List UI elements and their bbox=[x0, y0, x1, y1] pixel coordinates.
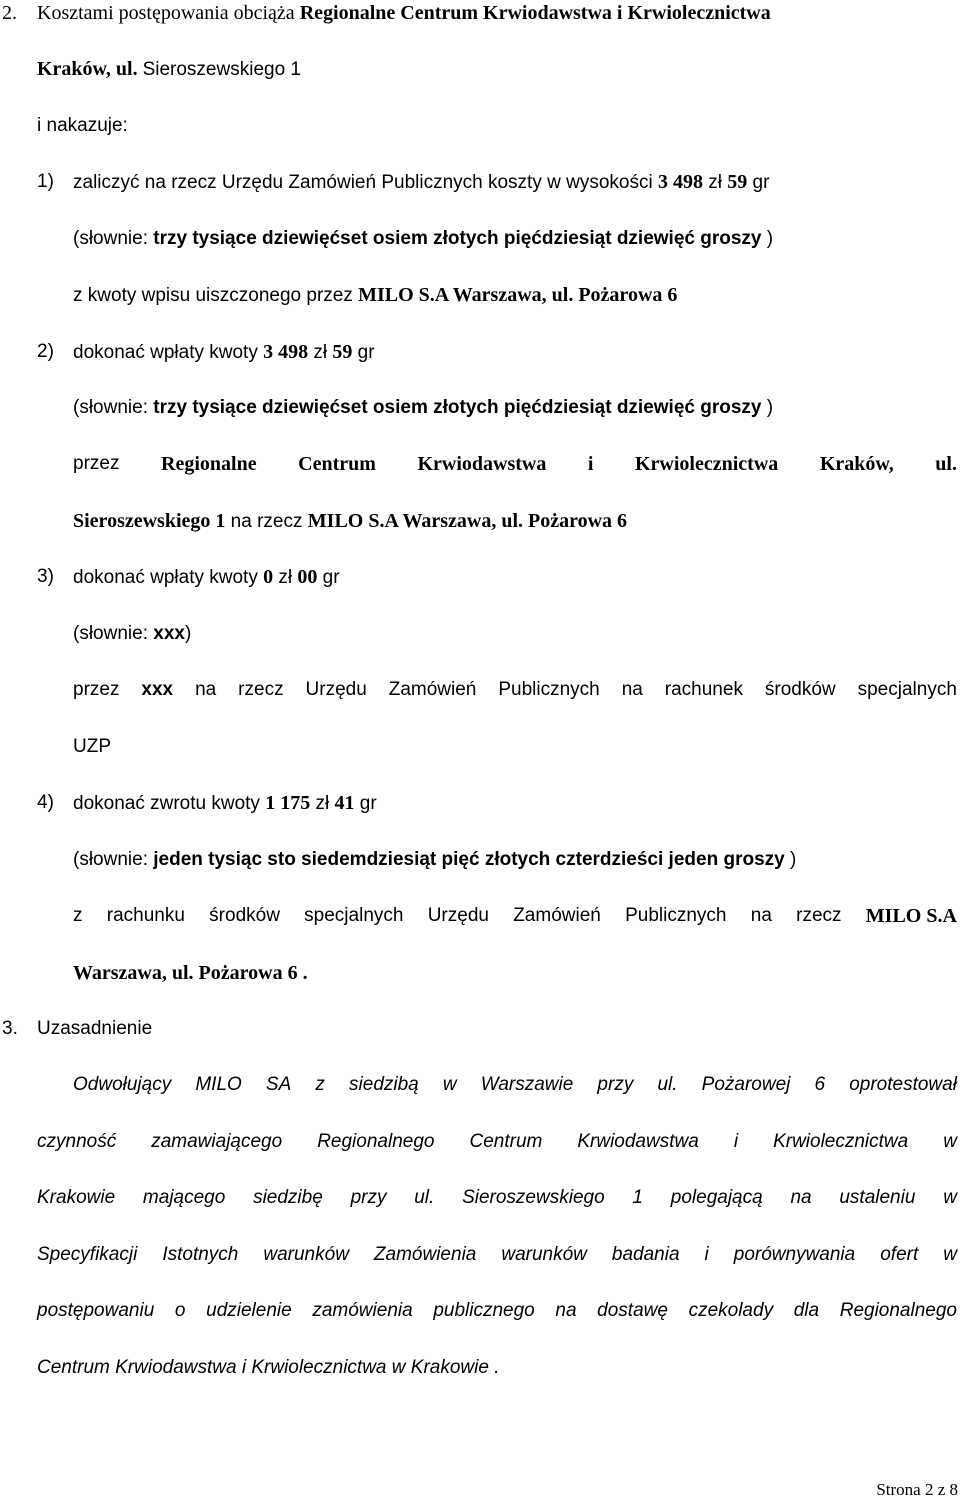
item-2-number: 2) bbox=[37, 341, 54, 362]
justification-word: Specyfikacji bbox=[37, 1244, 138, 1265]
recipient-word: rzecz bbox=[238, 679, 284, 700]
zl-label: zł bbox=[273, 567, 298, 588]
words-prefix: (słownie: bbox=[73, 623, 154, 644]
justification-word: porównywania bbox=[733, 1244, 856, 1265]
words-suffix: ) bbox=[184, 623, 192, 644]
item-2-amount: 3 498 bbox=[263, 341, 309, 363]
bearer-street: Sieroszewskiego 1 bbox=[142, 59, 301, 80]
justification-word: ustaleniu bbox=[839, 1187, 916, 1208]
justification-word: i bbox=[733, 1131, 739, 1152]
source-word: rzecz bbox=[796, 905, 842, 926]
justification-line-6: Centrum Krwiodawstwa i Krwiolecznictwa w Krakowie . bbox=[37, 1357, 500, 1378]
item-4-words bbox=[73, 849, 796, 871]
words-suffix: ) bbox=[761, 228, 774, 249]
justification-word: publicznego bbox=[433, 1300, 535, 1321]
source-word: rachunku bbox=[106, 905, 185, 926]
justification-word: warunków bbox=[263, 1244, 349, 1265]
words-suffix: ) bbox=[761, 397, 774, 418]
zl-label: zł bbox=[310, 793, 335, 814]
justification-word: Zamówienia bbox=[373, 1244, 477, 1265]
recipient-word: specjalnych bbox=[857, 679, 957, 700]
item-3-grosze: 00 bbox=[297, 566, 318, 588]
point-2-line-2 bbox=[37, 58, 301, 81]
justification-word: z bbox=[315, 1074, 325, 1095]
justification-word: 1 bbox=[632, 1187, 643, 1208]
justification-line-5 bbox=[37, 1300, 957, 1322]
justification-word: ul. bbox=[657, 1074, 678, 1095]
item-1-number: 1) bbox=[37, 171, 54, 192]
item-4-recipient-end bbox=[73, 962, 308, 985]
justification-word: czynność bbox=[37, 1131, 117, 1152]
justification-word: i bbox=[704, 1244, 709, 1265]
recipient-word: rachunek bbox=[664, 679, 743, 700]
cost-text: Kosztami postępowania obciąża bbox=[37, 2, 300, 24]
justification-word: w bbox=[442, 1074, 457, 1095]
payer-street: Sieroszewskiego 1 bbox=[73, 510, 226, 532]
item-1-payer: MILO S.A Warszawa, ul. Pożarowa 6 bbox=[358, 284, 678, 306]
item-2-line bbox=[73, 341, 375, 364]
recipient-word: środków bbox=[764, 679, 836, 700]
justification-word: ul. bbox=[414, 1187, 435, 1208]
justification-word: siedzibę bbox=[253, 1187, 323, 1208]
justification-word: siedzibą bbox=[349, 1074, 419, 1095]
source-word: środków bbox=[209, 905, 280, 926]
source-word: specjalnych bbox=[304, 905, 404, 926]
item-2-recipient-line bbox=[73, 510, 627, 533]
item-4-recipient: Warszawa, ul. Pożarowa 6 bbox=[73, 962, 298, 984]
justification-line-1 bbox=[73, 1074, 957, 1096]
item-2-grosze: 59 bbox=[332, 341, 353, 363]
source-word: Zamówień bbox=[513, 905, 601, 926]
words-prefix: (słownie: bbox=[73, 228, 154, 249]
justification-word: Sieroszewskiego bbox=[462, 1187, 605, 1208]
gr-label: gr bbox=[352, 342, 375, 363]
item-1-line bbox=[73, 171, 769, 194]
payer-word: Centrum bbox=[298, 453, 376, 475]
payer-word: Krwiodawstwa bbox=[417, 453, 547, 475]
justification-word: Centrum bbox=[469, 1131, 543, 1152]
justification-word: dostawę bbox=[597, 1300, 668, 1321]
source-word: Publicznych bbox=[625, 905, 727, 926]
item-3-text: dokonać wpłaty kwoty bbox=[73, 567, 264, 588]
justification-word: badania bbox=[611, 1244, 680, 1265]
justification-word: w bbox=[943, 1187, 957, 1208]
justification-word: czekolady bbox=[688, 1300, 774, 1321]
item-2-amount-words: trzy tysiące dziewięćset osiem złotych pięćdziesiąt dziewięć groszy bbox=[153, 397, 762, 418]
justification-word: 6 bbox=[814, 1074, 826, 1095]
justification-word: oprotestował bbox=[849, 1074, 957, 1095]
item-4-text: dokonać zwrotu kwoty bbox=[73, 793, 266, 814]
payer-word: ul. bbox=[935, 453, 957, 475]
justification-word: udzielenie bbox=[206, 1300, 292, 1321]
justification-word: warunków bbox=[501, 1244, 587, 1265]
item-2-payer-line bbox=[73, 453, 957, 476]
item-1-amount: 3 498 bbox=[657, 171, 703, 193]
justification-word: Regionalnego bbox=[839, 1300, 957, 1321]
justification-word: Pożarowej bbox=[701, 1074, 791, 1095]
payer-word: Krwiolecznictwa bbox=[634, 453, 779, 475]
item-3-amount: 0 bbox=[263, 566, 274, 588]
item-3-payer: xxx bbox=[141, 679, 174, 700]
cost-bearer: Regionalne Centrum Krwiodawstwa i Krwiolecznictwa bbox=[299, 2, 771, 24]
zl-label: zł bbox=[308, 342, 333, 363]
payer-word: Regionalne bbox=[161, 453, 257, 475]
justification-word: Warszawie bbox=[480, 1074, 574, 1095]
justification-line-3 bbox=[37, 1187, 957, 1209]
item-2-words bbox=[73, 397, 773, 419]
justification-word: przy bbox=[597, 1074, 634, 1095]
justification-line-4 bbox=[37, 1244, 957, 1266]
justification-word: na bbox=[555, 1300, 577, 1321]
item-1-source-text: z kwoty wpisu uiszczonego przez bbox=[73, 285, 359, 306]
gr-label: gr bbox=[747, 172, 770, 193]
justification-word: Krwiodawstwa bbox=[577, 1131, 699, 1152]
justification-word: w bbox=[943, 1131, 957, 1152]
item-1-words bbox=[73, 228, 773, 250]
item-4-amount-words: jeden tysiąc sto siedemdziesiąt pięć złotych czterdzieści jeden groszy bbox=[153, 849, 785, 870]
orders-intro: i nakazuje: bbox=[37, 115, 128, 136]
justification-word: zamówienia bbox=[312, 1300, 413, 1321]
item-4-amount: 1 175 bbox=[265, 792, 311, 814]
justification-word: Istotnych bbox=[162, 1244, 239, 1265]
item-1-grosze: 59 bbox=[727, 171, 748, 193]
justification-word: postępowaniu bbox=[37, 1300, 155, 1321]
item-2-recipient: MILO S.A Warszawa, ul. Pożarowa 6 bbox=[307, 510, 628, 532]
point-2-number: 2. bbox=[2, 2, 17, 24]
payer-word: i bbox=[587, 453, 594, 475]
recipient-word: na bbox=[195, 679, 217, 700]
item-4-end: . bbox=[302, 962, 308, 984]
item-1-source bbox=[73, 284, 677, 307]
item-3-line bbox=[73, 566, 340, 589]
item-4-line bbox=[73, 792, 377, 815]
justification-word: Krwiolecznictwa bbox=[773, 1131, 909, 1152]
item-4-number: 4) bbox=[37, 792, 54, 813]
item-1-text: zaliczyć na rzecz Urzędu Zamówień Publicznych koszty w wysokości bbox=[73, 172, 658, 193]
item-3-amount-words: xxx bbox=[153, 623, 185, 644]
justification-word: w bbox=[943, 1244, 957, 1265]
on-behalf-text: na rzecz bbox=[225, 511, 308, 532]
item-3-words bbox=[73, 623, 191, 645]
recipient-word: Urzędu bbox=[305, 679, 367, 700]
words-suffix: ) bbox=[784, 849, 797, 870]
words-prefix: (słownie: bbox=[73, 849, 154, 870]
words-prefix: (słownie: bbox=[73, 397, 154, 418]
item-2-text: dokonać wpłaty kwoty bbox=[73, 342, 264, 363]
item-2-by: przez bbox=[73, 453, 120, 474]
point-2-line-1 bbox=[37, 2, 771, 25]
page-number: Strona 2 z 8 bbox=[876, 1480, 958, 1499]
justification-word: przy bbox=[350, 1187, 387, 1208]
item-4-source-line bbox=[73, 905, 957, 928]
justification-word: SA bbox=[265, 1074, 292, 1095]
justification-word: polegającą bbox=[670, 1187, 763, 1208]
justification-word: Regionalnego bbox=[317, 1131, 435, 1152]
justification-word: mającego bbox=[142, 1187, 226, 1208]
zl-label: zł bbox=[702, 172, 728, 193]
item-4-grosze: 41 bbox=[334, 792, 355, 814]
source-word: na bbox=[750, 905, 772, 926]
justification-word: Odwołujący bbox=[73, 1074, 172, 1095]
recipient-word: Publicznych bbox=[498, 679, 600, 700]
justification-word: na bbox=[790, 1187, 812, 1208]
gr-label: gr bbox=[354, 793, 377, 814]
justification-line-2 bbox=[37, 1131, 957, 1153]
justification-word: zamawiającego bbox=[151, 1131, 283, 1152]
item-3-recipient-end: UZP bbox=[73, 736, 111, 757]
item-4-recipient-start: MILO S.A bbox=[865, 905, 957, 927]
item-1-amount-words: trzy tysiące dziewięćset osiem złotych pięćdziesiąt dziewięć groszy bbox=[153, 228, 762, 249]
justification-word: Krakowie bbox=[37, 1187, 116, 1208]
item-3-by: przez bbox=[73, 679, 120, 700]
justification-word: dla bbox=[793, 1300, 820, 1321]
justification-word: o bbox=[174, 1300, 186, 1321]
payer-word: Kraków, bbox=[819, 453, 894, 475]
recipient-word: Zamówień bbox=[388, 679, 477, 700]
gr-label: gr bbox=[317, 567, 340, 588]
recipient-word: na bbox=[621, 679, 643, 700]
justification-word: MILO bbox=[195, 1074, 242, 1095]
bearer-city: Kraków, ul. bbox=[37, 58, 143, 80]
source-word: z bbox=[73, 905, 83, 926]
source-word: Urzędu bbox=[427, 905, 489, 926]
item-3-number: 3) bbox=[37, 566, 54, 587]
item-3-payer-line bbox=[73, 679, 957, 701]
section-3-title: Uzasadnienie bbox=[37, 1018, 153, 1039]
section-3-number: 3. bbox=[2, 1018, 18, 1039]
justification-word: ofert bbox=[880, 1244, 919, 1265]
